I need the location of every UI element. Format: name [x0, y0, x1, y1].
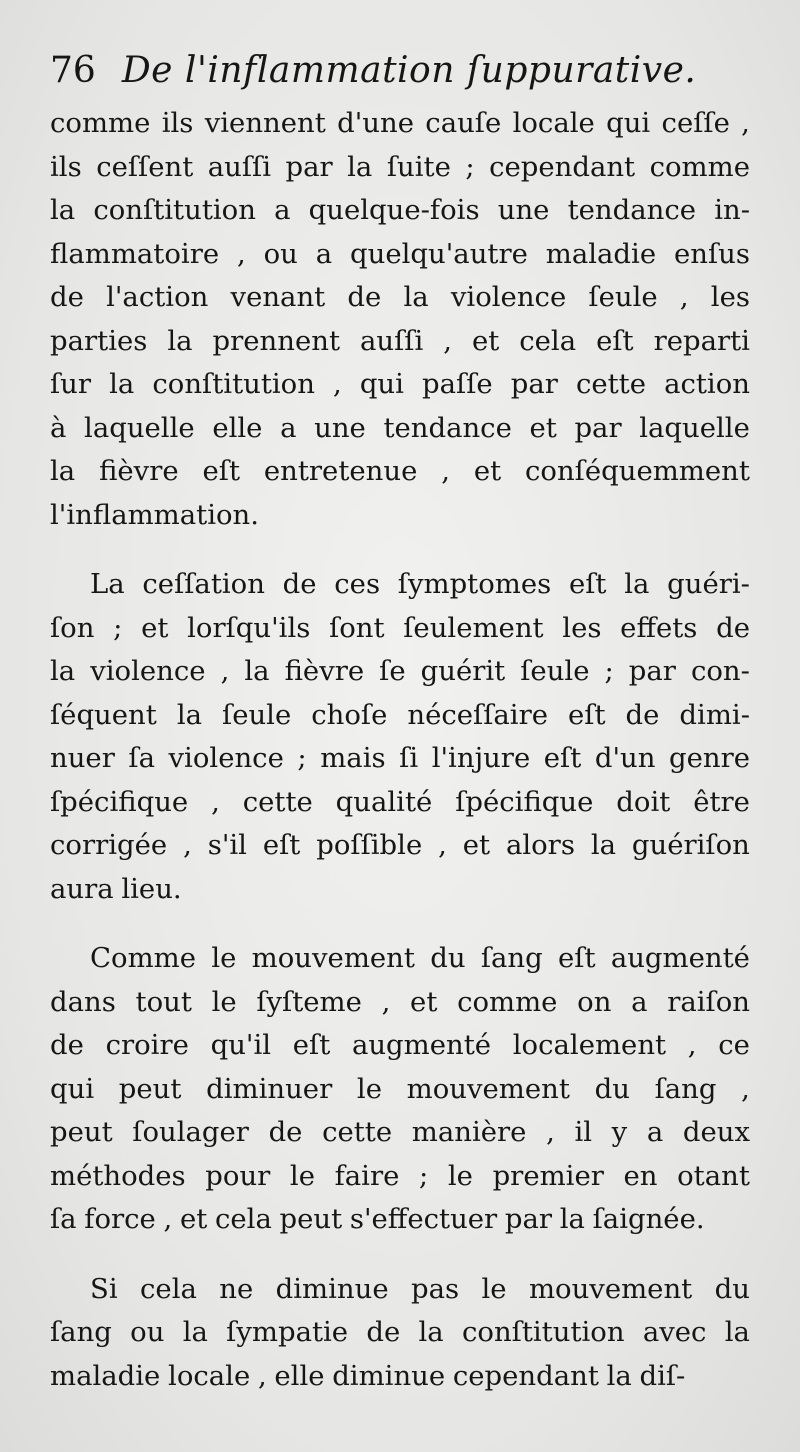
text-line: ils ceſſent auſſi par la ſuite ; cependant comme	[50, 150, 750, 183]
body-text	[50, 102, 750, 1398]
paragraph-gap	[50, 1242, 750, 1268]
page-header	[50, 40, 750, 102]
text-line: Comme le mouvement du ſang eſt augmenté	[90, 942, 750, 974]
text-line: comme ils viennent d'une cauſe locale qui ceſſe ,	[50, 107, 750, 139]
text-line: Si cela ne diminue pas le mouvement du	[90, 1272, 750, 1305]
page-number: 76	[50, 50, 96, 91]
text-line: ſang ou la ſympatie de la conſtitution avec la	[50, 1316, 750, 1348]
text-line: ſur la conſtitution , qui paſſe par cette action	[50, 368, 750, 400]
text-line: ſa force , et cela peut s'effectuer par la ſaignée.	[50, 1203, 705, 1235]
text-line: de croire qu'il eſt augmenté localement , ce	[50, 1029, 750, 1061]
text-line: aura lieu.	[50, 872, 182, 905]
text-line: à laquelle elle a une tendance et par laquelle	[50, 411, 750, 444]
text-line: La ceſſation de ces ſymptomes eſt la guéri-	[90, 568, 750, 600]
text-line: flammatoire , ou a quelqu'autre maladie enſus	[50, 237, 750, 270]
text-line: maladie locale , elle diminue cependant la diſ-	[50, 1359, 686, 1392]
text-line: peut ſoulager de cette manière , il y a deux	[50, 1116, 750, 1148]
paragraph	[50, 1268, 750, 1399]
text-line: qui peut diminuer le mouvement du ſang ,	[50, 1072, 750, 1105]
text-line: de l'action venant de la violence ſeule , les	[50, 281, 750, 313]
text-line: méthodes pour le faire ; le premier en otant	[50, 1159, 750, 1192]
text-line: ſpécifique , cette qualité ſpécifique doit être	[50, 785, 750, 818]
paragraph-gap	[50, 537, 750, 563]
text-line: la fièvre eſt entretenue , et conſéquemment	[50, 455, 750, 487]
paragraph	[50, 102, 750, 537]
paragraph	[50, 563, 750, 911]
text-line: ſon ; et lorſqu'ils ſont ſeulement les effets de	[50, 611, 750, 644]
text-line: dans tout le ſyſteme , et comme on a raiſon	[50, 985, 750, 1018]
text-line: la conſtitution a quelque-fois une tendance in-	[50, 194, 750, 226]
text-line: ſéquent la ſeule choſe néceſſaire eſt de dimi-	[50, 698, 750, 731]
paragraph	[50, 937, 750, 1242]
paragraph-gap	[50, 911, 750, 937]
text-line: l'inflammation.	[50, 498, 260, 531]
text-line: la violence , la fièvre ſe guérit ſeule ; par con-	[50, 655, 750, 687]
text-line: parties la prennent auſſi , et cela eſt reparti	[50, 324, 750, 357]
running-title: De l'inflammation ſuppurative.	[121, 50, 697, 91]
text-line: nuer ſa violence ; mais ſi l'injure eſt d'un genre	[50, 742, 750, 774]
text-line: corrigée , s'il eſt poſſible , et alors la guériſon	[50, 829, 750, 861]
